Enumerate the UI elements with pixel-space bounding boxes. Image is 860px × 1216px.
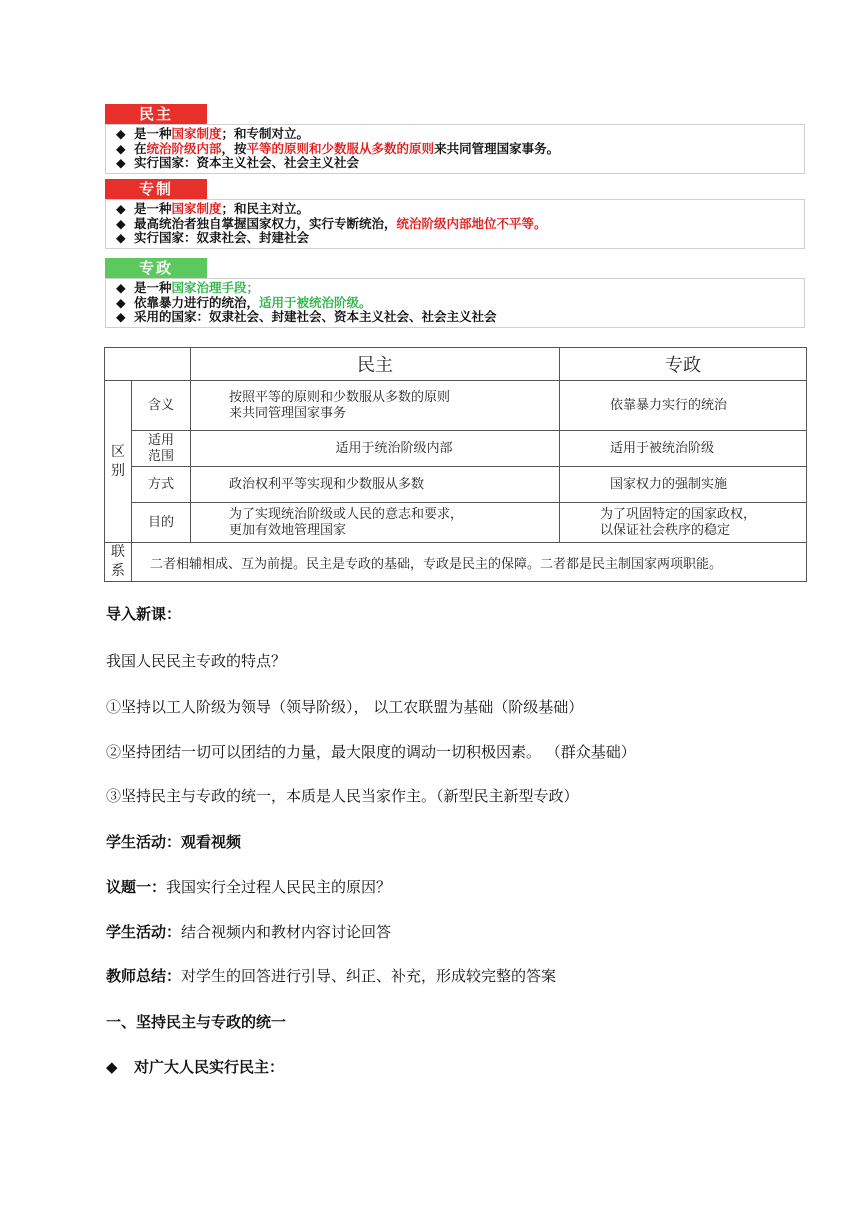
democracy-cell: 按照平等的原则和少数服从多数的原则 来共同管理国家事务 <box>191 381 560 431</box>
question-text: 我国人民民主专政的特点？ <box>106 652 287 670</box>
comparison-table <box>104 347 807 582</box>
header-dictatorship: 专政 <box>560 348 807 381</box>
autocracy-line-1: ◆ 是一种国家制度；和民主对立。 <box>116 201 310 216</box>
row-label: 适用 范围 <box>132 431 191 467</box>
student-activity-discuss: 学生活动：结合视频内和教材内容讨论回答 <box>106 923 392 941</box>
autocracy-line-2: ◆ 最高统治者独自掌握国家权力，实行专断统治，统治阶级内部地位不平等。 <box>116 215 547 231</box>
dictatorship-line-2: ◆ 依靠暴力进行的统治，适用于被统治阶级。 <box>116 294 372 310</box>
dictatorship-tag: 专政 <box>105 258 207 278</box>
democracy-line-2: ◆ 在统治阶级内部，按平等的原则和少数服从多数的原则来共同管理国家事务。 <box>116 140 560 156</box>
dictatorship-cell: 国家权力的强制实施 <box>560 467 807 503</box>
autocracy-tag: 专制 <box>105 179 207 199</box>
table-corner-cell <box>105 348 191 381</box>
dictatorship-line-1: ◆ 是一种国家治理手段； <box>116 280 260 295</box>
democracy-box <box>105 124 805 174</box>
link-label: 联 系 <box>105 543 132 582</box>
link-text: 二者相辅相成、互为前提。民主是专政的基础，专政是民主的保障。二者都是民主制国家两项职能。 <box>132 543 807 582</box>
democracy-line-3: ◆ 实行国家：资本主义社会、社会主义社会 <box>116 155 360 170</box>
diamond-icon: ◆ <box>116 294 126 310</box>
democracy-line-1: ◆ 是一种国家制度；和专制对立。 <box>116 126 310 141</box>
feature-2: ②坚持团结一切可以团结的力量，最大限度的调动一切积极因素。 （群众基础） <box>106 743 636 761</box>
student-activity-video: 学生活动：观看视频 <box>106 833 242 851</box>
autocracy-line-3: ◆ 实行国家：奴隶社会、封建社会 <box>116 230 310 245</box>
link-row <box>105 543 807 582</box>
section-intro-heading: 导入新课： <box>106 605 182 623</box>
democracy-tag: 民主 <box>105 104 207 124</box>
section-one-heading: 一、坚持民主与专政的统一 <box>106 1013 287 1031</box>
dictatorship-cell: 为了巩固特定的国家政权， 以保证社会秩序的稳定 <box>560 503 807 543</box>
diamond-icon: ◆ <box>116 140 126 156</box>
header-democracy: 民主 <box>191 348 560 381</box>
teacher-summary: 教师总结：对学生的回答进行引导、纠正、补充，形成较完整的答案 <box>106 967 557 985</box>
row-label: 目的 <box>132 503 191 543</box>
topic-one: 议题一：我国实行全过程人民民主的原因？ <box>106 878 392 896</box>
dictatorship-line-3: ◆ 采用的国家：奴隶社会、封建社会、资本主义社会、社会主义社会 <box>116 309 497 324</box>
row-label: 方式 <box>132 467 191 503</box>
row-label: 含义 <box>132 381 191 431</box>
difference-label: 区 别 <box>105 381 132 543</box>
diamond-icon: ◆ <box>116 155 126 170</box>
democracy-cell: 政治权利平等实现和少数服从多数 <box>191 467 560 503</box>
autocracy-box <box>105 199 805 249</box>
bullet-democracy-for-people: ◆ 对广大人民实行民主： <box>106 1058 285 1076</box>
dictatorship-box <box>105 278 805 328</box>
diamond-icon: ◆ <box>116 126 126 141</box>
table-row <box>105 503 807 543</box>
diamond-icon: ◆ <box>116 215 126 231</box>
dictatorship-cell: 依靠暴力实行的统治 <box>560 381 807 431</box>
democracy-cell: 为了实现统治阶级或人民的意志和要求， 更加有效地管理国家 <box>191 503 560 543</box>
table-row <box>105 381 807 431</box>
feature-3: ③坚持民主与专政的统一，本质是人民当家作主。（新型民主新型专政） <box>106 787 579 805</box>
feature-1: ①坚持以工人阶级为领导（领导阶级）， 以工农联盟为基础（阶级基础） <box>106 698 584 716</box>
diamond-icon: ◆ <box>116 201 126 216</box>
democracy-cell: 适用于统治阶级内部 <box>191 431 560 467</box>
table-header-row <box>105 348 807 381</box>
diamond-icon: ◆ <box>106 1058 118 1076</box>
diamond-icon: ◆ <box>116 309 126 324</box>
table-row <box>105 431 807 467</box>
diamond-icon: ◆ <box>116 280 126 295</box>
diamond-icon: ◆ <box>116 230 126 245</box>
table-row <box>105 467 807 503</box>
dictatorship-cell: 适用于被统治阶级 <box>560 431 807 467</box>
